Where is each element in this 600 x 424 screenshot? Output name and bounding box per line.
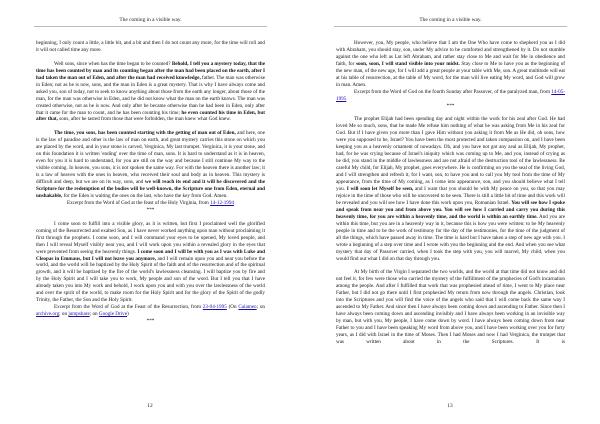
text: And you are within this time, but you are in a heavenly way in it, because this is how you were written: to be My heavenly people in time and to be the work of testimony for the day of the testimonies, for the time of the judgment of all the things, which have passed away in time. The time is hard but I have taken a step of new age with you. I wrote a beginning of a step over time and I wrote with you the beginning and the end. And when you see what mystery that day of Passover carried, when I took the step with you, you will marvel, My child, when you would find out what I did on that day through you. xyxy=(336,213,565,262)
bold-text: The time, you sons, has been counted starting with the getting of man out of Eden, xyxy=(54,130,236,137)
source-link[interactable]: Calameo xyxy=(238,304,257,311)
page-body xyxy=(36,40,265,385)
paragraph xyxy=(36,221,265,304)
text: Excerpt from the Word of God at the feast of the Holy Virginia, from xyxy=(66,199,211,206)
page-body xyxy=(336,40,565,385)
bold-text: I come soon and I will be with you as I was with Luke and Cleopas in Emmaus, but I will not leave you anymore, xyxy=(36,248,265,262)
text: (On xyxy=(226,304,239,311)
text: ; on xyxy=(59,311,69,318)
running-header: The coming in a visible way. xyxy=(119,17,182,23)
paragraph xyxy=(36,40,265,54)
separator-or-caption xyxy=(36,200,265,207)
text: *** xyxy=(446,102,455,109)
text: *** xyxy=(146,318,155,325)
source-link[interactable]: jumpshare xyxy=(68,311,90,318)
text: Excerpt from the Word of God at the Feast of the Resurrection, from xyxy=(54,304,203,311)
paragraph xyxy=(36,130,265,200)
source-link[interactable]: 14-05-1995 xyxy=(336,88,565,102)
header-divider xyxy=(34,26,267,27)
running-header: The coming in a visible way. xyxy=(419,17,482,23)
text: The prophet Elijah had been spending day and night within the work for his zeal after God. He had loved Me so much, sons, that he made Me refuse him nothing of what he was asking from Me in his zeal for God. But if I have given you more than I gave Him without you asking it from Me as He did, oh sons, how were you supposed to be, Israel? You have been the most protected and taken compassion on, and I have been keeping you as a heavenly ornament of nowadays. Oh, and you have not got any zeal as Elijah, My prophet, had, for he was crying because of Israel's iniquity which was coming up to Me, and you, instead of crying as he did, you stand in the middle of lawlessness and are not afraid of the destruction tool of the lawlessness. Be careful My child, for Elijah, My prophet, goes everywhere. He is confirming on you the seal of the living God, and I will strengthen and refresh it, for I want, son, to have you and to call you My tool from the time of My appearance, from the time of My coming, as I come into appearance, son, and you should believe what I tell you. xyxy=(336,116,565,192)
text: However, you, My people, who believe that I am the One Who have come to shepherd you as I did with Abraham, you should stay, son, under My advice to be comforted and strengthened by it. Do not stumble against the one who left as Lot left Abraham, and rather stay close to Me and wait for Me in obedience and faith, for xyxy=(336,40,565,67)
text: Well sons, since when has the time began to be counted? xyxy=(54,60,172,67)
bold-text: Behold, I tell you a mystery today, that the time has been counted by man and its counting began after the man had been placed on the earth, after I had taken the man out of Eden, and after the man had received knowledge, xyxy=(36,60,265,81)
text: and here, one is the law of paradise and other is the law of man on earth, and great mystery carries this stone on which you are placed by the word, and in your stone is carved, Verginica, My last trumpet. Verginica, it is your stone, and on this foundation it is written 'ending' over the time of man, sons. It is hard to understand as it is in heaven, even for you it is hard to understand, for you are still on the way and because I still continue My way to the visible coming. In heaven, you sons, it is not spoken the same way. For with the heaven there is another law; it is a law of heaven with the ones in heaven, who received their soul and body as in heaven. This mystery is difficult and deep, but we are on its way, sons, and xyxy=(36,130,265,186)
text: Stay close to Me to have you as the beginning of the new man, of the new age, for I will add a great people at your table with Me, son. A great multitude will eat at his table of resurrection, at the table of My word, for the man will live eating My word, and God will grow in man. Amen. xyxy=(336,60,565,88)
paragraph xyxy=(36,304,265,318)
text: At My birth of the Virgin I separated the two worlds, and the world at that time did not know and did not feel it, for few were those who carried the mystery of the fulfillment of the prophecies of God's incarnation among the people. And after I fulfilled that work that was prophesied ahead of time, I went to My place near Father, but I did not go there until I first prophesied My return from now through the angels. Christian, look into the Scriptures and you will find the voice of the angels who said that I will come back the same way I ascended to My Father. And since then I have always been coming down and ascending to Father. Since then I have always been coming down and ascending invisibly and I have always been working in an invisible way by man, but with you, My people, I have come down by word. I have always been coming down from near Father to you and I have been speaking My word from above you, and I have been working over you for forty years, as I did with Israel in the time of Moses. Then I had Moses and now I had Verginica, the trumpet that was written about in the Scriptures. It is xyxy=(336,269,565,345)
page-number: 12 xyxy=(147,403,153,409)
source-link[interactable]: Google Drive xyxy=(98,311,127,318)
bold-text: I will soon let Myself be seen, xyxy=(346,186,414,192)
source-link[interactable]: 23-04-1995 xyxy=(202,304,227,311)
text: father. The man was otherwise in Eden; not as he is now, sons, and the man in Eden is a great mystery. That is why I have always come and asked you, son of today, not to seek to know anything about those from the earth any longer, about those of the man, for the man was otherwise in Eden, and he did not know what the man on the earth knows. The man was created otherwise, not as he is now. And only after he became otherwise than he had been in Eden, only after that it came for the man to count, and he has been counting his time; xyxy=(36,74,265,116)
paragraph xyxy=(336,89,565,103)
text: ; on xyxy=(89,311,99,318)
paragraph xyxy=(336,40,565,89)
separator-or-caption xyxy=(36,318,265,325)
bold-text: he even counted his time in Eden, but after that, xyxy=(36,109,265,123)
text: I come soon to fulfill into a visible glory, as it is written, but first I proclaimed well the glorified coming of the Resurrected and exalted Son, as I have never worked anything upon man without proclaiming it first through the prophets. I come soon, and I will command your eyes to be opened, My loved people, and then I will reveal Myself visibly near you, and I will work upon you within a revealed glory in the eyes that were prevented from seeing the heavenly things. xyxy=(36,220,265,255)
source-link[interactable]: archive.org xyxy=(36,311,60,318)
bold-text: soon, soon, I will stand visible into your midst. xyxy=(355,60,460,67)
separator-or-caption xyxy=(36,207,265,214)
separator-or-caption xyxy=(336,103,565,110)
paragraph xyxy=(336,269,565,345)
paragraph xyxy=(336,116,565,262)
text: for the Eden is waiting the ones on the last, who have the key from God. Amen. xyxy=(62,192,228,199)
source-link[interactable]: 14-12-1994 xyxy=(210,199,235,206)
header-divider xyxy=(334,26,567,27)
bold-text: You will see how I spoke and speak from near you and from above you. You will see how I carried and carry you during this heavenly time, for you are within a heavenly time, and the world is within an earthly time. xyxy=(336,199,565,220)
text: *** xyxy=(146,206,155,213)
bold-text: we will reach its end and it will be discovered and the Scripture for the redemption of the bodies will be well-known, the Scripture one from Eden, eternal and unshakable, xyxy=(36,179,265,199)
text: and I will remain upon you and near you before the world, and the world will be baptized by the Holy Spirit of the faith and of the resurrection and of the spiritual growth, and it will be baptized by the fire of the world's lawlessness cleansing. I will baptize you by fire and by the Holy Spirit and I will take you to work, My people and son of the word. But I tell you that I have already taken you into My work and behold, I work upon you and with you over the lawlessness of the world and over the spirit of the world, to make room for the Holy Spirit and for the glory of the Spirit of the godly Trinity, the Father, the Son and the Holy Spirit. xyxy=(36,255,265,304)
text: sons, after he tasted from those that were forbidden, the man knew what God knew. xyxy=(57,116,231,123)
text: ; on xyxy=(256,304,265,311)
paragraph xyxy=(36,61,265,124)
page-right xyxy=(300,0,600,424)
text: and I want that you should be with My peace on you, so that you may rejoice in the time of those who will be uncovered to be seen. There is still a little bit of time and this work will be revealed and you will see how I have done this work upon you, Romanian Israel. xyxy=(336,186,565,206)
text: ) xyxy=(127,311,129,318)
text: beginning, I only count a little, a little bit, and a bit and then I do not count any more, for the time will roll and it will not called time any more. xyxy=(36,40,265,53)
page-number: 13 xyxy=(447,403,453,409)
text: Excerpt from the Word of God on the fourth Sunday after Passover, of the paralyzed man, from xyxy=(354,88,552,95)
